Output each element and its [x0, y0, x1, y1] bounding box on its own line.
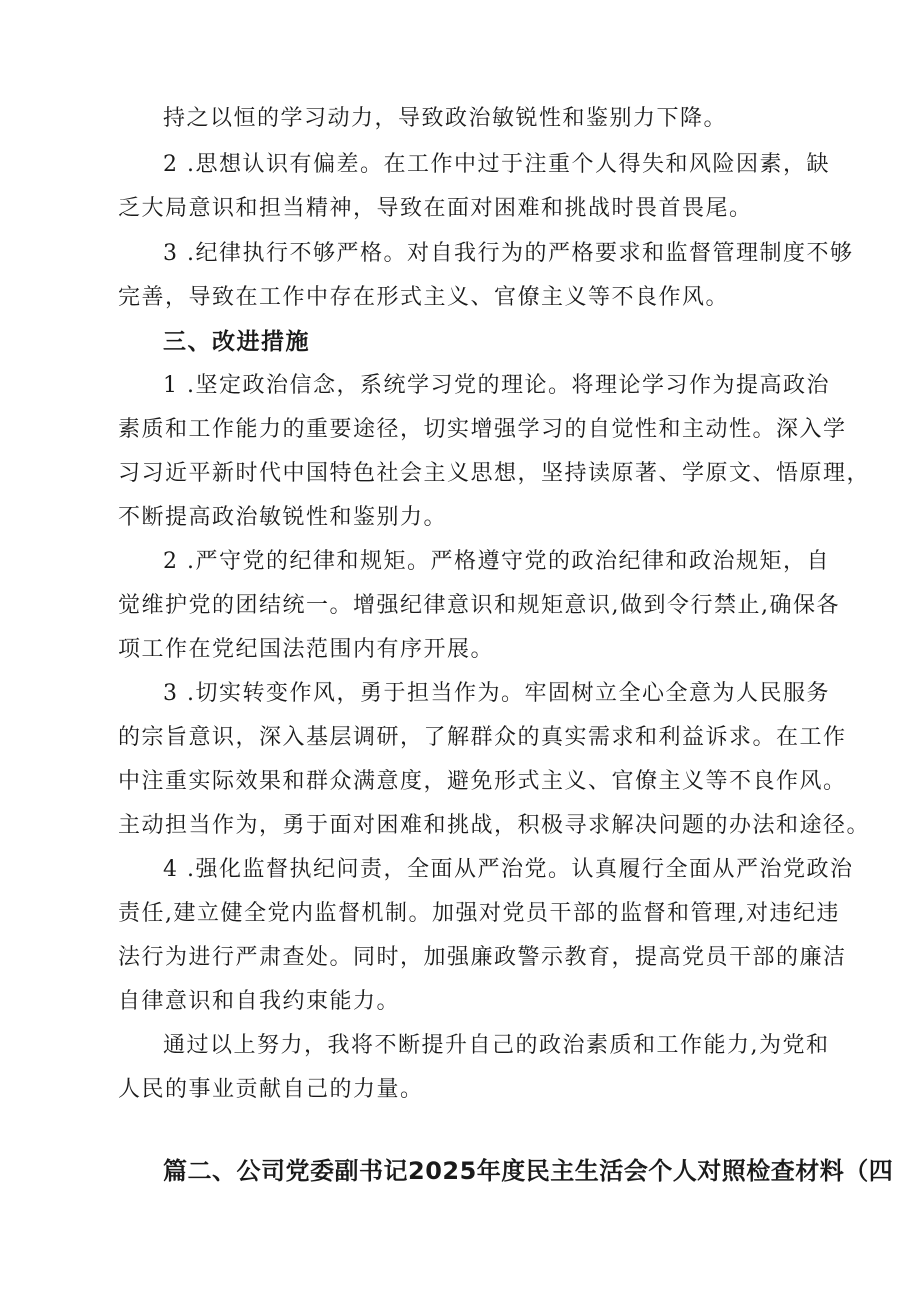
paragraph-line: 觉维护党的团结统一。增强纪律意识和规矩意识,做到令行禁止,确保各 — [118, 593, 840, 618]
paragraph-line: 自律意识和自我约束能力。 — [118, 989, 401, 1014]
paragraph-line: 项工作在党纪国法范围内有序开展。 — [118, 637, 495, 662]
paragraph-line: 1 .坚定政治信念，系统学习党的理论。将理论学习作为提高政治 — [163, 373, 830, 398]
paragraph-line: 责任,建立健全党内监督机制。加强对党员干部的监督和管理,对违纪违 — [118, 901, 840, 926]
paragraph-line: 主动担当作为，勇于面对困难和挑战，积极寻求解决问题的办法和途径。 — [118, 813, 871, 838]
next-article-title: 篇二、公司党委副书记2025年度民主生活会个人对照检查材料（四 — [163, 1157, 894, 1185]
paragraph-line: 2 .严守党的纪律和规矩。严格遵守党的政治纪律和政治规矩，自 — [163, 549, 830, 574]
paragraph-line: 的宗旨意识，深入基层调研，了解群众的真实需求和利益诉求。在工作 — [118, 725, 847, 750]
section-heading: 三、改进措施 — [163, 329, 310, 355]
paragraph-line: 不断提高政治敏锐性和鉴别力。 — [118, 505, 448, 530]
paragraph-line: 法行为进行严肃查处。同时，加强廉政警示教育，提高党员干部的廉洁 — [118, 945, 847, 970]
paragraph-line: 素质和工作能力的重要途径，切实增强学习的自觉性和主动性。深入学 — [118, 417, 847, 442]
paragraph-line: 2 .思想认识有偏差。在工作中过于注重个人得失和风险因素，缺 — [163, 152, 830, 177]
paragraph-line: 持之以恒的学习动力，导致政治敏锐性和鉴别力下降。 — [163, 106, 728, 131]
paragraph-line: 人民的事业贡献自己的力量。 — [118, 1077, 424, 1102]
paragraph-line: 习习近平新时代中国特色社会主义思想，坚持读原著、学原文、悟原理， — [118, 461, 871, 486]
paragraph-line: 乏大局意识和担当精神，导致在面对困难和挑战时畏首畏尾。 — [118, 196, 753, 221]
paragraph-line: 中注重实际效果和群众满意度，避免形式主义、官僚主义等不良作风。 — [118, 769, 847, 794]
paragraph-line: 3 .切实转变作风，勇于担当作为。牢固树立全心全意为人民服务 — [163, 681, 830, 706]
paragraph-line: 通过以上努力，我将不断提升自己的政治素质和工作能力,为党和 — [163, 1033, 830, 1058]
paragraph-line: 4 .强化监督执纪问责，全面从严治党。认真履行全面从严治党政治 — [163, 857, 854, 882]
paragraph-line: 完善，导致在工作中存在形式主义、官僚主义等不良作风。 — [118, 285, 730, 310]
paragraph-line: 3 .纪律执行不够严格。对自我行为的严格要求和监督管理制度不够 — [163, 241, 854, 266]
